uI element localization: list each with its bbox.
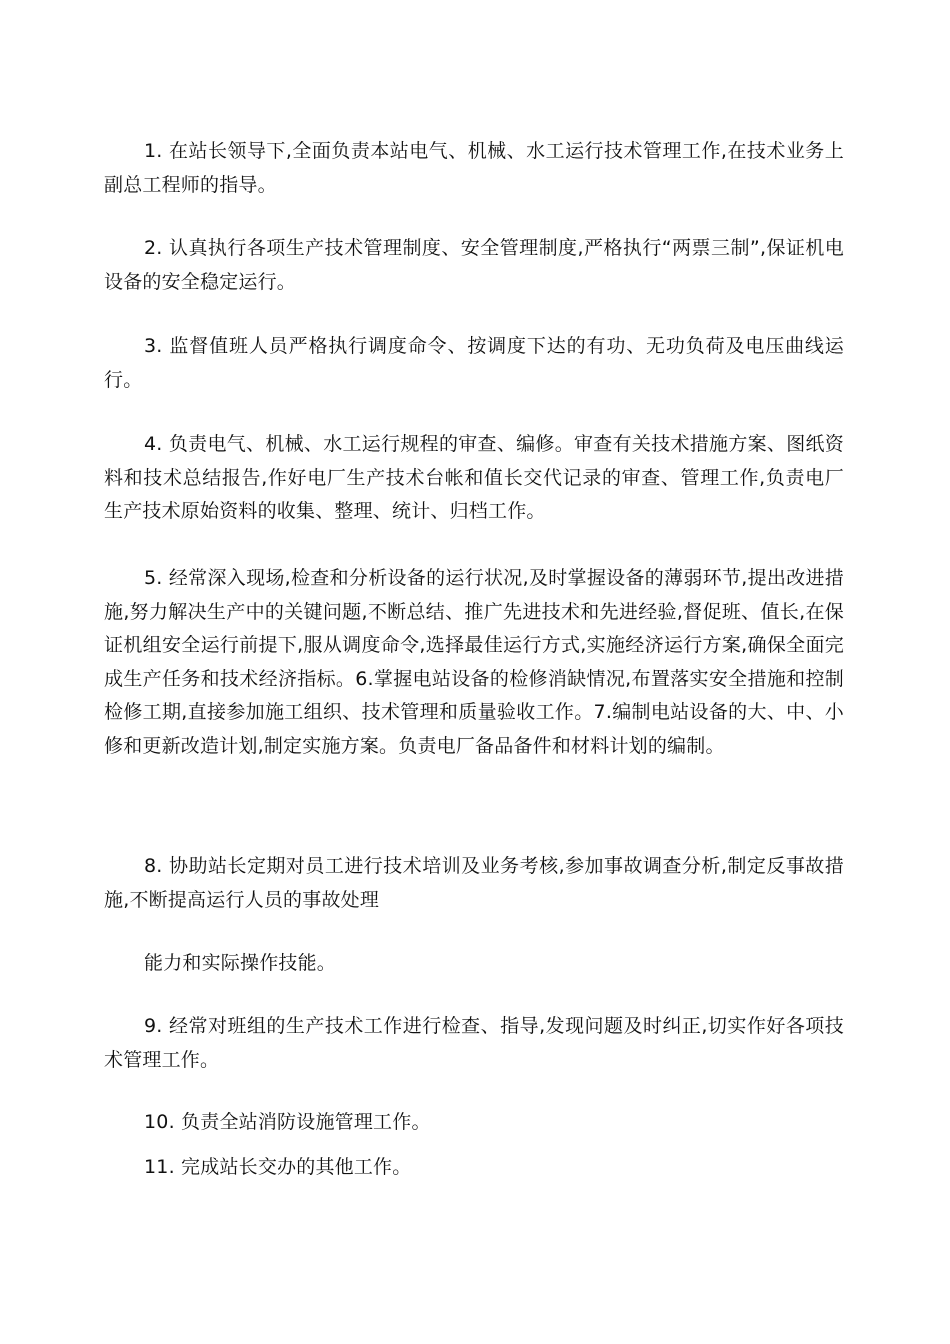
paragraph-3: 3. 监督值班人员严格执行调度命令、按调度下达的有功、无功负荷及电压曲线运行。 <box>104 335 844 391</box>
paragraph-1: 1. 在站长领导下,全面负责本站电气、机械、水工运行技术管理工作,在技术业务上副总工程师的指导。 <box>104 140 844 196</box>
paragraph-8: 8. 协助站长定期对员工进行技术培训及业务考核,参加事故调查分析,制定反事故措施,不断提高运行人员的事故处理 <box>104 855 844 911</box>
paragraph-4: 4. 负责电气、机械、水工运行规程的审查、编修。审查有关技术措施方案、图纸资料和技术总结报告,作好电厂生产技术台帐和值长交代记录的审查、管理工作,负责电厂生产技术原始资料的收集、整理、统计、归档工作。 <box>104 433 844 522</box>
paragraph-10: 10. 负责全站消防设施管理工作。 <box>144 1111 431 1133</box>
paragraph-2: 2. 认真执行各项生产技术管理制度、安全管理制度,严格执行“两票三制”,保证机电设备的安全稳定运行。 <box>104 237 844 293</box>
paragraph-9: 9. 经常对班组的生产技术工作进行检查、指导,发现问题及时纠正,切实作好各项技术管理工作。 <box>104 1015 844 1071</box>
paragraph-11: 11. 完成站长交办的其他工作。 <box>144 1156 412 1178</box>
paragraph-5: 5. 经常深入现场,检查和分析设备的运行状况,及时掌握设备的薄弱环节,提出改进措施,努力解决生产中的关键问题,不断总结、推广先进技术和先进经验,督促班、值长,在保证机组安全运行前提下,服从调度命令,选择最佳运行方式,实施经济运行方案,确保全面完成生产任务和技术经济指标。6.掌握电站设备的检修消缺情况,布置落实安全措施和控制检修工期,直接参加施工组织、技术管理和质量验收工作。7.编制电站设备的大、中、小修和更新改造计划,制定实施方案。负责电厂备品备件和材料计划的编制。 <box>104 567 844 757</box>
paragraph-8-continued: 能力和实际操作技能。 <box>144 952 337 974</box>
